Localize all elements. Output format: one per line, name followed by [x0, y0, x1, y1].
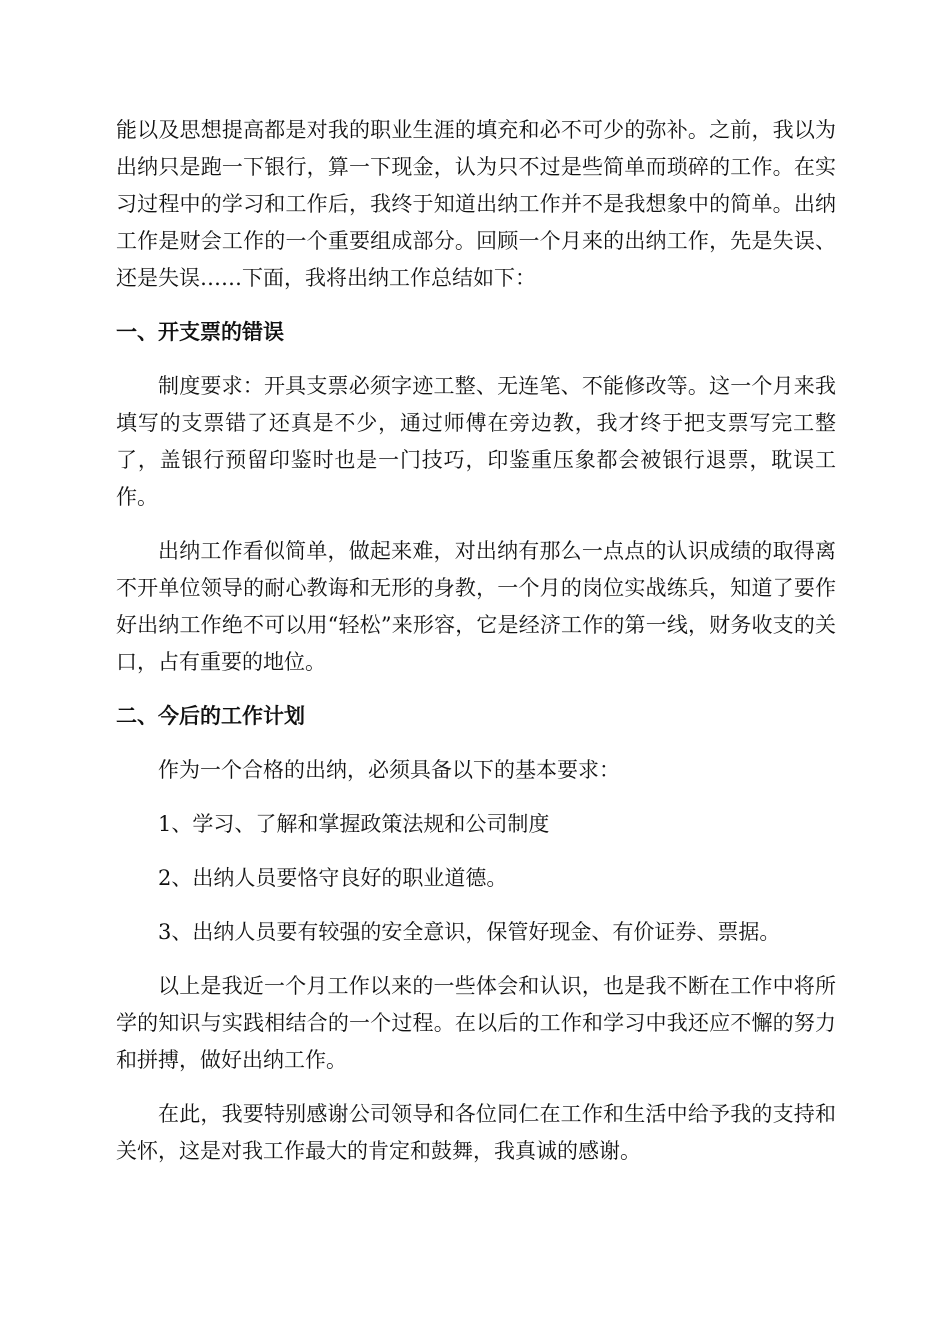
intro-paragraph: 能以及思想提高都是对我的职业生涯的填充和必不可少的弥补。之前，我以为出纳只是跑一下银行，算一下现金，认为只不过是些简单而琐碎的工作。在实习过程中的学习和工作后，我终于知道出纳工作并不是我想象中的简单。出纳工作是财会工作的一个重要组成部分。回顾一个月来的出纳工作，先是失误、还是失误……下面，我将出纳工作总结如下： — [116, 118, 836, 290]
section-heading-cheque-errors: 一、开支票的错误 — [116, 320, 284, 344]
list-item: 1、学习、了解和掌握政策法规和公司制度 — [158, 812, 550, 836]
list-item: 3、出纳人员要有较强的安全意识，保管好现金、有价证券、票据。 — [158, 920, 781, 944]
section-heading-work-plan: 二、今后的工作计划 — [116, 704, 305, 728]
paragraph-summary: 以上是我近一个月工作以来的一些体会和认识，也是我不断在工作中将所学的知识与实践相结合的一个过程。在以后的工作和学习中我还应不懈的努力和拼搏，做好出纳工作。 — [116, 974, 836, 1072]
paragraph-requirements-lead: 作为一个合格的出纳，必须具备以下的基本要求： — [158, 758, 620, 782]
paragraph-cheque-rules: 制度要求：开具支票必须字迹工整、无连笔、不能修改等。这一个月来我填写的支票错了还真是不少，通过师傅在旁边教，我才终于把支票写完工整了，盖银行预留印鉴时也是一门技巧，印鉴重压象都会被银行退票，耽误工作。 — [116, 374, 836, 509]
paragraph-cashier-reflection: 出纳工作看似简单，做起来难，对出纳有那么一点点的认识成绩的取得离不开单位领导的耐心教诲和无形的身教，一个月的岗位实战练兵，知道了要作好出纳工作绝不可以用“轻松”来形容，它是经济工作的第一线，财务收支的关口，占有重要的地位。 — [116, 539, 836, 674]
paragraph-thanks: 在此，我要特别感谢公司领导和各位同仁在工作和生活中给予我的支持和关怀，这是对我工作最大的肯定和鼓舞，我真诚的感谢。 — [116, 1102, 836, 1163]
document-page — [116, 112, 836, 1170]
list-item: 2、出纳人员要恪守良好的职业道德。 — [158, 866, 508, 890]
